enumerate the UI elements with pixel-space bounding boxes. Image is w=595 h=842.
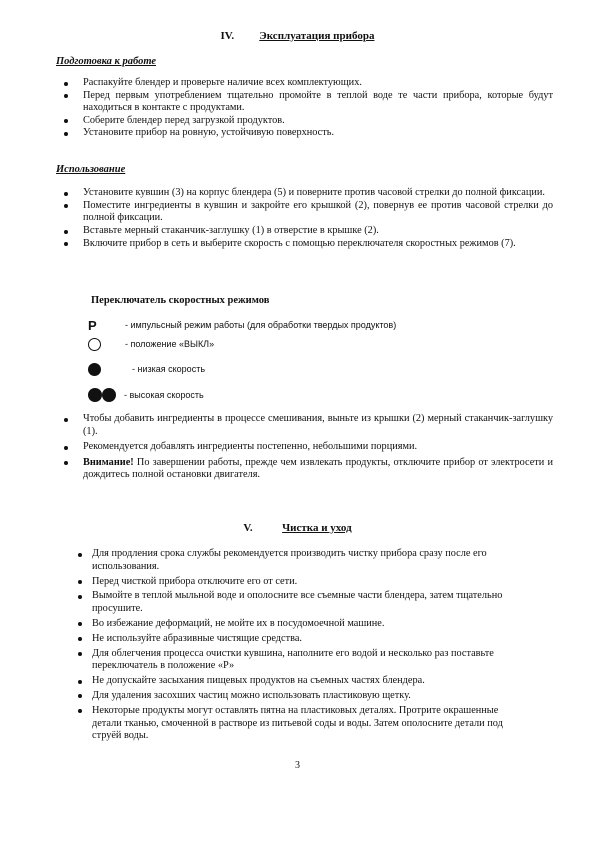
list-item: Перед чисткой прибора отключите его от сети. bbox=[92, 576, 524, 589]
cleaning-list bbox=[92, 548, 524, 745]
warning-item bbox=[83, 457, 553, 482]
prep-list bbox=[83, 77, 553, 140]
switch-desc-low: - низкая скорость bbox=[132, 364, 206, 374]
list-item: Установите кувшин (3) на корпус блендера (5) и поверните против часовой стрелки до полной фиксации. bbox=[83, 187, 553, 200]
usage-list bbox=[83, 187, 553, 251]
switch-row-pulse bbox=[88, 316, 396, 334]
empty-circle-icon bbox=[88, 338, 101, 351]
list-item: Не используйте абразивные чистящие средства. bbox=[92, 633, 524, 646]
filled-circle-icon bbox=[88, 363, 101, 376]
switch-desc-high: - высокая скорость bbox=[124, 390, 204, 400]
list-item: Для облегчения процесса очистки кувшина, наполните его водой и несколько раз поставьте переключатель в положение «Р» bbox=[92, 648, 524, 674]
section-5-number: V. bbox=[243, 522, 253, 534]
speed-switch-title: Переключатель скоростных режимов bbox=[91, 295, 270, 306]
switch-desc-pulse: - импульсный режим работы (для обработки твердых продуктов) bbox=[125, 320, 397, 330]
list-item: Соберите блендер перед загрузкой продуктов. bbox=[83, 115, 553, 128]
warning-label: Внимание! bbox=[83, 456, 134, 468]
switch-row-high bbox=[88, 386, 204, 404]
list-item: Поместите ингредиенты в кувшин и закройте его крышкой (2), повернув ее против часовой стрелки до полной фиксации. bbox=[83, 199, 553, 224]
list-item: Установите прибор на ровную, устойчивую поверхность. bbox=[83, 127, 553, 140]
page-number: 3 bbox=[295, 760, 300, 771]
list-item: Для удаления засохших частиц можно использовать пластиковую щетку. bbox=[92, 690, 524, 703]
usage-heading: Использование bbox=[56, 164, 126, 175]
list-item: Вставьте мерный стаканчик-заглушку (1) в отверстие в крышке (2). bbox=[83, 225, 553, 238]
usage-notes-list bbox=[83, 413, 553, 485]
switch-row-off bbox=[88, 335, 214, 353]
section-5-title: Чистка и уход bbox=[282, 522, 352, 534]
list-item: Вымойте в теплой мыльной воде и ополосните все съемные части блендера, затем тщательно просушите. bbox=[92, 590, 524, 616]
prep-heading: Подготовка к работе bbox=[56, 56, 157, 67]
list-item: Распакуйте блендер и проверьте наличие всех комплектующих. bbox=[83, 77, 553, 90]
list-item: Во избежание деформаций, не мойте их в посудомоечной машине. bbox=[92, 618, 524, 631]
list-item: Не допускайте засыхания пищевых продуктов на съемных частях блендера. bbox=[92, 675, 524, 688]
switch-desc-off: - положение «ВЫКЛ» bbox=[125, 339, 215, 349]
section-4-title: Эксплуатация прибора bbox=[259, 30, 375, 42]
pulse-symbol: P bbox=[88, 317, 97, 333]
list-item: Включите прибор в сеть и выберите скорость с помощью переключателя скоростных режимов (7). bbox=[83, 238, 553, 251]
list-item: Перед первым употреблением тщательно промойте в теплой воде те части прибора, которые будут находиться в контакте с продуктами. bbox=[83, 89, 553, 114]
filled-circle-icon bbox=[102, 388, 116, 402]
list-item: Для продления срока службы рекомендуется производить чистку прибора сразу после его использования. bbox=[92, 548, 524, 574]
section-4-number: IV. bbox=[220, 30, 235, 42]
list-item: Некоторые продукты могут оставлять пятна на пластиковых деталях. Протрите окрашенные детали тканью, смоченной в растворе из питьевой соды и воды. Затем ополосните детали под струёй воды. bbox=[92, 705, 524, 743]
section-4-heading bbox=[0, 30, 595, 42]
list-item: Чтобы добавить ингредиенты в процессе смешивания, выньте из крышки (2) мерный стаканчик-заглушку (1). bbox=[83, 413, 553, 437]
section-5-heading bbox=[0, 522, 595, 534]
list-item: Рекомендуется добавлять ингредиенты постепенно, небольшими порциями. bbox=[83, 441, 553, 454]
warning-text: По завершении работы, прежде чем извлекать продукты, отключите прибор от электросети и дождитесь полной остановки двигателя. bbox=[83, 456, 553, 481]
switch-row-low bbox=[88, 360, 205, 378]
filled-circle-icon bbox=[88, 388, 102, 402]
